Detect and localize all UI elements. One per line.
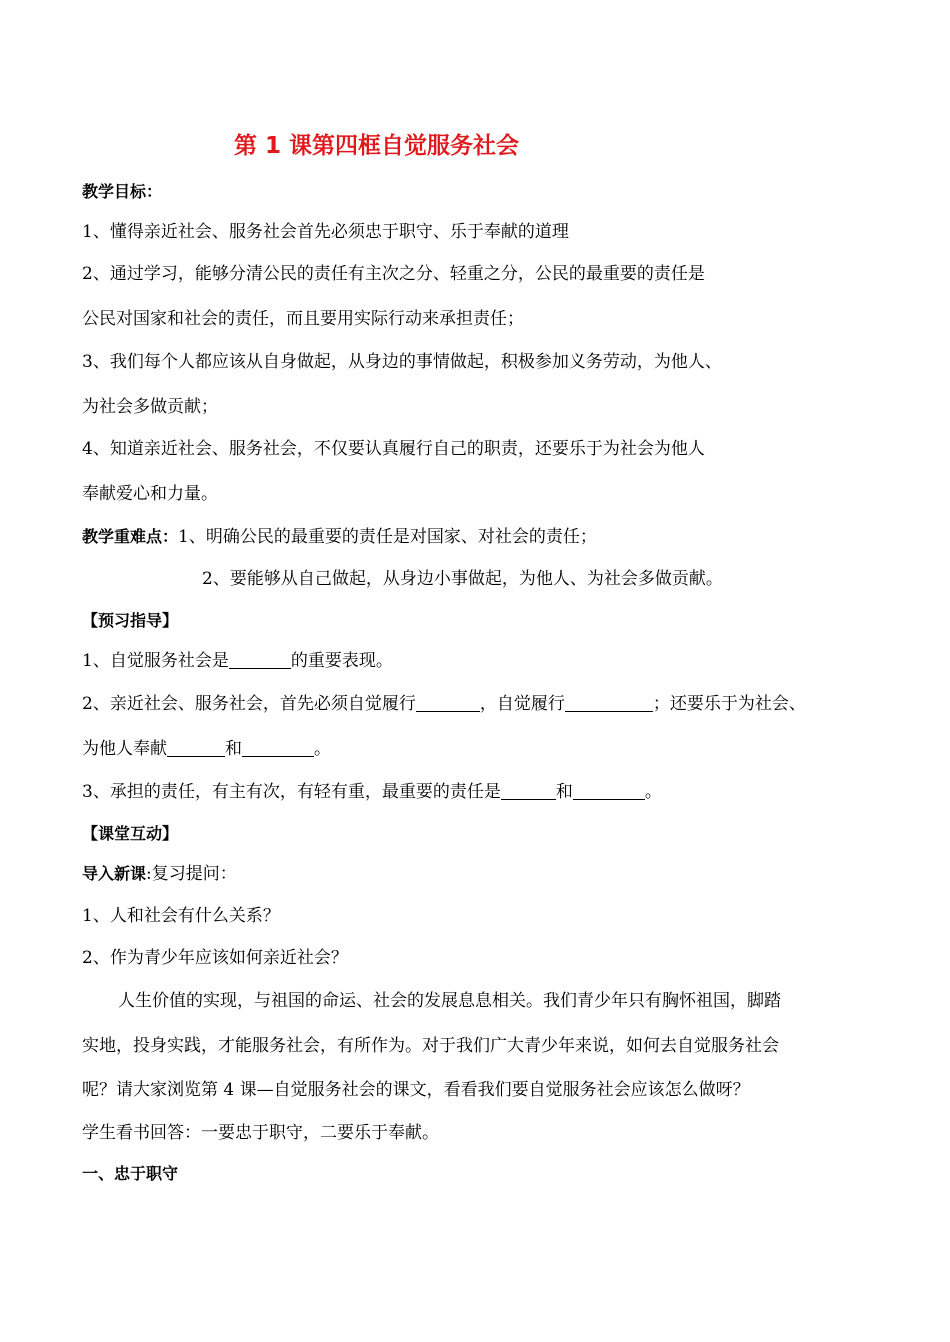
review-question-2: 2、作为青少年应该如何亲近社会？	[82, 948, 348, 968]
preview-q1-text-a: 1、自觉服务社会是	[82, 651, 229, 671]
blank-field[interactable]	[501, 781, 556, 800]
blank-field[interactable]	[416, 693, 480, 712]
preview-q2-text-a: 2、亲近社会、服务社会，首先必须自觉履行	[82, 694, 416, 714]
intro-line	[82, 862, 237, 886]
preview-q3-text-a: 3、承担的责任，有主有次，有轻有重，最重要的责任是	[82, 782, 501, 802]
student-answer: 学生看书回答：一要忠于职守，二要乐于奉献。	[82, 1123, 439, 1143]
paragraph-line-2: 实地，投身实践，才能服务社会，有所作为。对于我们广大青少年来说，如何去自觉服务社会	[82, 1036, 779, 1056]
key-points-line-1	[82, 525, 597, 549]
review-question-1: 1、人和社会有什么关系？	[82, 906, 280, 926]
objective-line-2: 2、通过学习，能够分清公民的责任有主次之分、轻重之分，公民的最重要的责任是	[82, 264, 705, 284]
preview-q2b-text-a: 为他人奉献	[82, 739, 167, 759]
objective-line-5: 为社会多做贡献；	[82, 397, 218, 417]
preview-question-1	[82, 649, 393, 673]
key-point-2: 2、要能够从自己做起，从身边小事做起，为他人、为社会多做贡献。	[202, 569, 723, 589]
objective-line-7: 奉献爱心和力量。	[82, 484, 218, 504]
blank-field[interactable]	[167, 738, 225, 757]
paragraph-line-1: 人生价值的实现，与祖国的命运、社会的发展息息相关。我们青少年只有胸怀祖国，脚踏	[118, 991, 781, 1011]
preview-question-2	[82, 692, 806, 716]
preview-question-3	[82, 780, 662, 804]
objective-line-6: 4、知道亲近社会、服务社会，不仅要认真履行自己的职责，还要乐于为社会为他人	[82, 439, 705, 459]
key-point-1: 1、明确公民的最重要的责任是对国家、对社会的责任；	[178, 527, 597, 547]
intro-text: :复习提问：	[146, 864, 237, 884]
objective-line-4: 3、我们每个人都应该从自身做起，从身边的事情做起，积极参加义务劳动，为他人、	[82, 352, 722, 372]
key-points-label: 教学重难点：	[82, 527, 179, 546]
preview-q2b-text-b: 和	[225, 739, 242, 759]
preview-q3-text-c: 。	[644, 782, 662, 802]
blank-field[interactable]	[573, 781, 645, 800]
preview-q3-text-b: 和	[555, 782, 573, 802]
section-heading-1: 一、忠于职守	[82, 1164, 179, 1183]
classroom-heading: 【课堂互动】	[82, 824, 179, 843]
preview-q1-text-b: 的重要表现。	[290, 651, 393, 671]
document-title: 第 1 课第四框自觉服务社会	[234, 133, 520, 159]
objectives-heading: 教学目标：	[82, 182, 163, 201]
blank-field[interactable]	[565, 693, 653, 712]
preview-q2b-text-c: 。	[314, 739, 331, 759]
preview-q2-text-c: ；还要乐于为社会、	[652, 694, 806, 714]
intro-label: 导入新课	[82, 864, 147, 883]
blank-field[interactable]	[229, 650, 291, 669]
objective-line-3: 公民对国家和社会的责任，而且要用实际行动来承担责任；	[82, 309, 524, 329]
blank-field[interactable]	[242, 738, 314, 757]
preview-heading: 【预习指导】	[82, 611, 179, 630]
objective-line-1: 1、懂得亲近社会、服务社会首先必须忠于职守、乐于奉献的道理	[82, 222, 569, 242]
preview-question-2-cont	[82, 737, 331, 761]
preview-q2-text-b: ，自觉履行	[479, 694, 565, 714]
paragraph-line-3: 呢？请大家浏览第 4 课—自觉服务社会的课文，看看我们要自觉服务社会应该怎么做呀？	[82, 1080, 750, 1100]
